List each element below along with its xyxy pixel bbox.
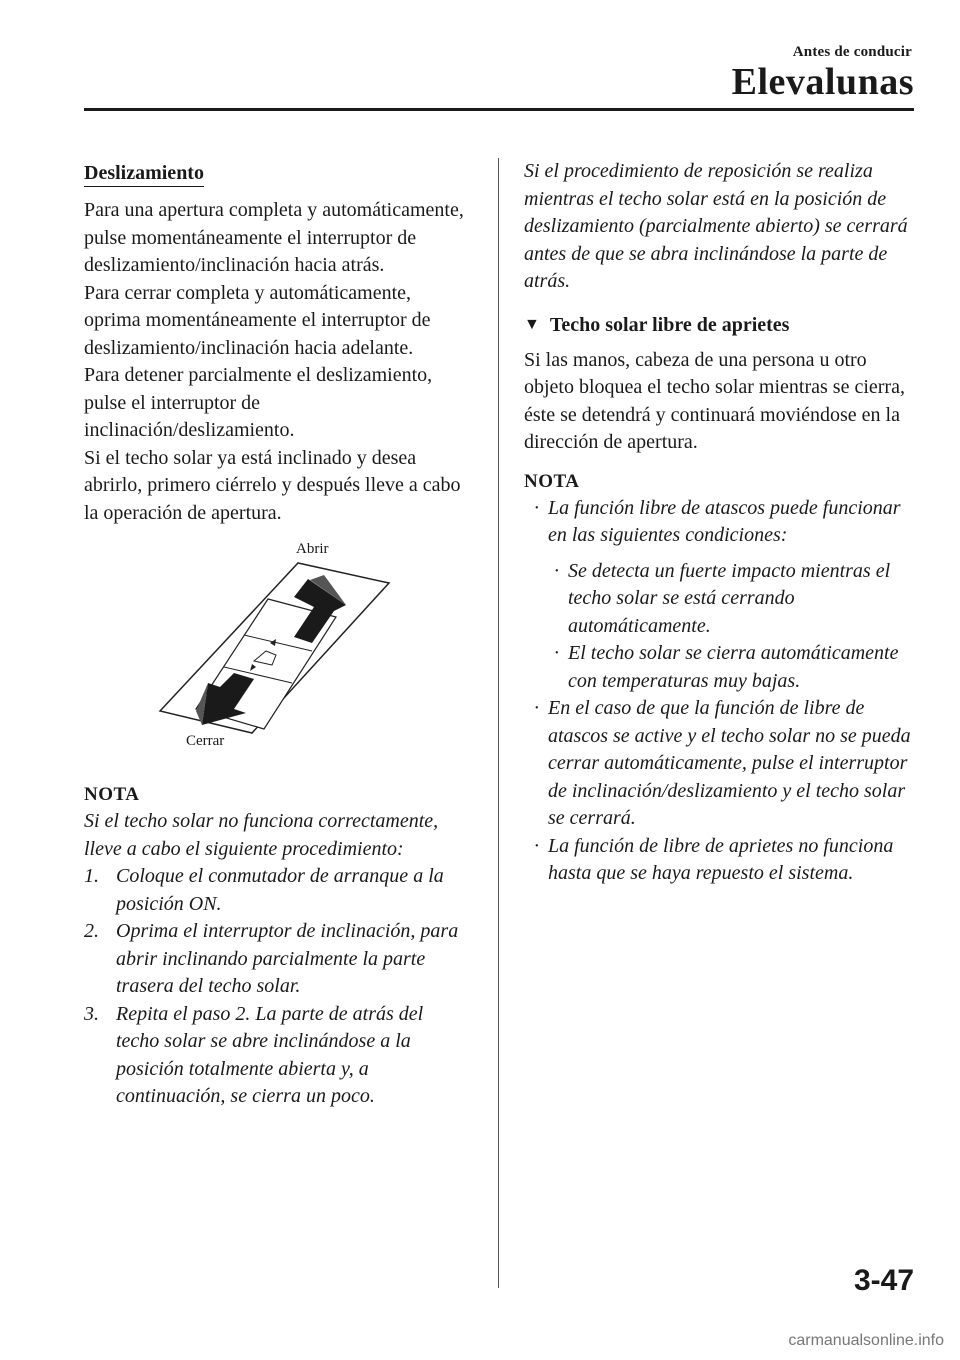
triangle-marker-icon: ▼ (524, 315, 540, 333)
figure-label-close: Cerrar (186, 733, 225, 749)
paragraph: Si el techo solar ya está inclinado y desea abrirlo, primero ciérrelo y después lleve a cabo la operación de apertura. (84, 446, 461, 524)
bullet-dot: · (534, 697, 539, 719)
page-title: Elevalunas (731, 61, 914, 103)
step-number: 2. (84, 920, 99, 942)
paragraph: Para cerrar completa y automáticamente, oprima momentáneamente el interruptor de deslizamiento/inclinación hacia adelante. (84, 281, 431, 359)
procedure-steps (84, 863, 469, 1111)
step-text: Coloque el conmutador de arranque a la posición ON. (116, 865, 444, 915)
bullet-dot: · (554, 559, 559, 582)
chapter-label: Antes de conducir (792, 44, 912, 60)
nota-bullets (524, 695, 916, 888)
section-title-deslizamiento: Deslizamiento (84, 162, 204, 187)
step-item (84, 1001, 469, 1111)
sub-bullet-item (524, 558, 916, 641)
bullet-item (524, 495, 916, 550)
paragraph: Para una apertura completa y automáticamente, pulse momentáneamente el interruptor de deslizamiento/inclinación hacia atrás. (84, 199, 464, 276)
bullet-text: Se detecta un fuerte impacto mientras el techo solar se está cerrando automáticamente. (568, 559, 891, 637)
subsection-heading (524, 314, 916, 337)
step-text: Oprima el interruptor de inclinación, para abrir inclinando parcialmente la parte trasera del techo solar. (116, 920, 459, 997)
step-number: 3. (84, 1002, 99, 1025)
right-column (524, 158, 916, 888)
sunroof-switch-figure (84, 533, 469, 758)
bullet-text: En el caso de que la función de libre de atascos se active y el techo solar no se pueda cerrar automáticamente, pulse el interruptor de inclinación/deslizamiento y el techo solar se cerrará. (548, 697, 911, 829)
left-column (84, 158, 469, 1111)
bullet-dot: · (534, 834, 539, 857)
subsection-title: Techo solar libre de aprietes (549, 313, 790, 336)
bullet-text: La función de libre de aprietes no funciona hasta que se haya repuesto el sistema. (548, 834, 894, 884)
page-number: 3-47 (853, 1264, 914, 1297)
step-item (84, 863, 469, 918)
nota-sub-bullets (524, 558, 916, 696)
figure-label-open: Abrir (296, 541, 329, 557)
header-divider (84, 108, 914, 111)
nota-intro: Si el techo solar no funciona correctamente, lleve a cabo el siguiente procedimiento: (84, 810, 439, 860)
bullet-text: El techo solar se cierra automáticamente con temperaturas muy bajas. (568, 642, 899, 692)
nota-bullets (524, 495, 916, 550)
nota-label: NOTA (524, 470, 580, 492)
sunroof-switch-illustration (84, 533, 469, 758)
bullet-item (524, 695, 916, 833)
step-item (84, 918, 469, 1001)
step-text: Repita el paso 2. La parte de atrás del techo solar se abre inclinándose a la posición totalmente abierta y, a continuación, se cierra un poco. (116, 1002, 424, 1107)
sub-bullet-item (524, 640, 916, 695)
column-divider (498, 158, 499, 1288)
paragraph: Para detener parcialmente el deslizamiento, pulse el interruptor de inclinación/deslizamiento. (84, 364, 433, 441)
bullet-item (524, 833, 916, 888)
bullet-text: La función libre de atascos puede funcionar en las siguientes condiciones: (548, 496, 901, 546)
bullet-dot: · (534, 496, 539, 519)
paragraph: Si las manos, cabeza de una persona u otro objeto bloquea el techo solar mientras se cierra, éste se detendrá y continuará moviéndose en la dirección de apertura. (524, 348, 905, 453)
bullet-dot: · (554, 642, 559, 664)
continued-note: Si el procedimiento de reposición se realiza mientras el techo solar está en la posición de deslizamiento (parcialmente abierto) se cerrará antes de que se abra inclinándose la parte de atrás. (524, 160, 908, 292)
watermark: carmanualsonline.info (788, 1332, 944, 1349)
step-number: 1. (84, 865, 99, 887)
nota-label: NOTA (84, 784, 140, 805)
